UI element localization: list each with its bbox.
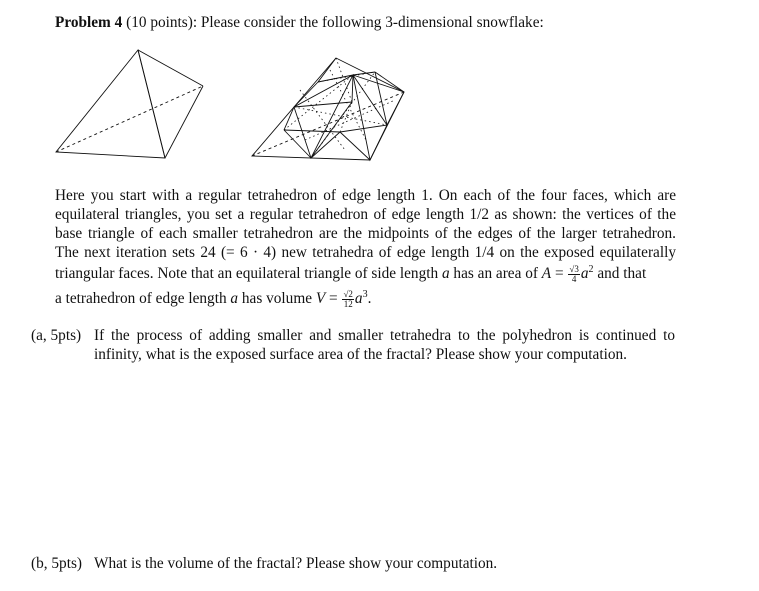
tetrahedron-icon <box>56 50 203 158</box>
var-a-squared-base: a <box>580 265 589 282</box>
part-b-label: (b, 5pts) <box>31 555 82 572</box>
var-a: a <box>230 290 239 307</box>
body-line-6-post: . <box>367 290 372 307</box>
var-A: A <box>541 265 552 282</box>
volume-denominator: 12 <box>343 298 353 309</box>
problem-label: Problem 4 <box>55 14 123 31</box>
body-line-1: Here you start with a regular tetrahedron of edge length 1. On each of the four faces, which are <box>55 187 676 204</box>
area-numerator: √3 <box>569 263 579 274</box>
snowflake-figure <box>0 0 759 180</box>
var-a-cubed-base: a <box>354 290 363 307</box>
body-line-4: The next iteration sets 24 (= 6 · 4) new tetrahedra of edge length 1/4 on the exposed equilaterally <box>55 244 676 261</box>
body-line-6-text: a tetrahedron of edge length <box>55 290 231 307</box>
body-line-3: base triangle of each smaller tetrahedron are the midpoints of the edges of the larger tetrahedron. <box>55 225 676 242</box>
var-V: V <box>315 290 326 307</box>
part-a-label: (a, 5pts) <box>31 327 82 344</box>
body-line-6 <box>55 289 371 309</box>
area-denominator: 4 <box>571 273 577 284</box>
body-line-5-text: triangular faces. Note that an equilateral triangle of side length <box>55 265 442 282</box>
problem-points: (10 points) <box>126 14 193 31</box>
exponent-2: 2 <box>588 264 594 275</box>
body-line-5-mid: has an area of <box>449 265 542 282</box>
part-a-line-2: infinity, what is the exposed surface area of the fractal? Please show your computation. <box>94 346 627 363</box>
exponent-3: 3 <box>362 289 368 300</box>
part-b-text: What is the volume of the fractal? Please show your computation. <box>94 555 498 572</box>
first-iteration-snowflake-icon <box>252 58 404 160</box>
body-line-2: equilateral triangles, you set a regular tetrahedron of edge length 1/2 as shown: the vertices of the <box>55 206 676 223</box>
body-line-5-post: and that <box>593 265 647 282</box>
volume-fraction <box>342 290 353 309</box>
equals-sign: = <box>325 290 342 307</box>
area-fraction <box>568 265 579 284</box>
body-line-6-mid: has volume <box>238 290 316 307</box>
part-a-line-1: If the process of adding smaller and smaller tetrahedra to the polyhedron is continued to <box>94 327 675 344</box>
volume-numerator: √2 <box>343 288 353 299</box>
body-line-5 <box>55 264 646 284</box>
equals-sign: = <box>551 265 568 282</box>
var-a: a <box>441 265 450 282</box>
problem-intro: : Please consider the following 3-dimensional snowflake: <box>192 14 544 31</box>
